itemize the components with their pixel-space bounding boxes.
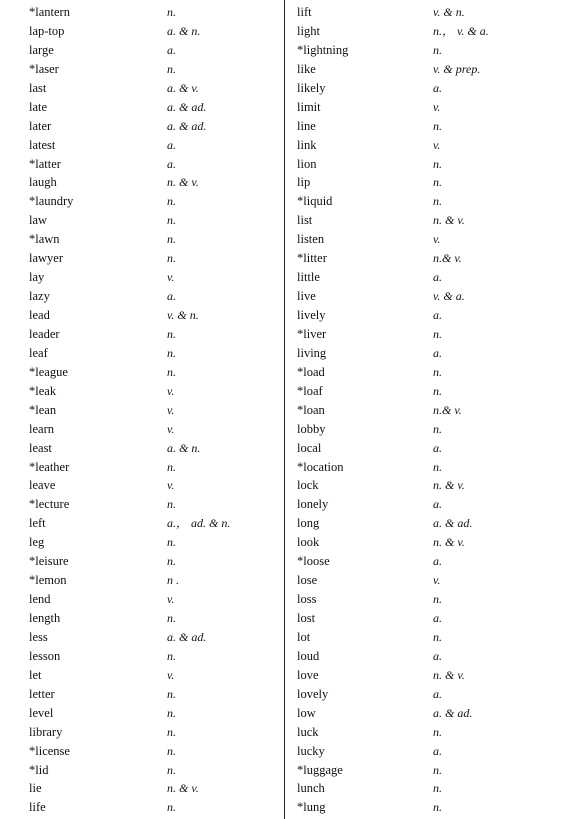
part-of-speech: n. (167, 213, 176, 228)
part-of-speech: a. & n. (167, 440, 201, 455)
word-entry-row (297, 117, 547, 136)
part-of-speech: a. (167, 42, 176, 57)
word-entry-row (29, 249, 279, 268)
word-entry-row (29, 552, 279, 571)
headword: latest (29, 137, 56, 152)
word-entry-row (29, 117, 279, 136)
word-entry-row (29, 22, 279, 41)
part-of-speech: n. (433, 175, 442, 190)
part-of-speech: n. (167, 194, 176, 209)
part-of-speech: v. (167, 592, 175, 607)
part-of-speech: a. (167, 156, 176, 171)
word-entry-row (29, 363, 279, 382)
word-entry-row (297, 590, 547, 609)
word-entry-row (29, 60, 279, 79)
headword: life (29, 800, 46, 815)
headword: *lid (29, 762, 49, 777)
headword: later (29, 118, 52, 133)
headword: letter (29, 686, 55, 701)
word-entry-row (29, 476, 279, 495)
word-entry-row (29, 344, 279, 363)
word-entry-row (29, 495, 279, 514)
word-entry-row (29, 211, 279, 230)
headword: long (297, 516, 320, 531)
word-entry-row (29, 287, 279, 306)
word-entry-row (297, 41, 547, 60)
part-of-speech: a. (433, 440, 442, 455)
word-entry-row (297, 666, 547, 685)
word-entry-row (297, 552, 547, 571)
headword: lift (297, 5, 312, 19)
headword: *load (297, 364, 325, 379)
headword: learn (29, 421, 54, 436)
part-of-speech: n. (167, 724, 176, 739)
part-of-speech: v. (167, 270, 175, 285)
word-entry-row (29, 533, 279, 552)
headword: *liver (297, 326, 327, 341)
part-of-speech: n. (167, 497, 176, 512)
part-of-speech: n. & v. (167, 781, 199, 796)
left-word-column (29, 3, 279, 817)
word-entry-row (297, 382, 547, 401)
headword: little (297, 270, 320, 285)
headword: *liquid (297, 194, 333, 209)
headword: love (297, 667, 319, 682)
part-of-speech: n. & v. (433, 478, 465, 493)
headword: luck (297, 724, 319, 739)
word-entry-row (29, 382, 279, 401)
headword: last (29, 80, 47, 95)
headword: limit (297, 99, 321, 114)
headword: local (297, 440, 322, 455)
word-entry-row (297, 458, 547, 477)
part-of-speech: n. (167, 705, 176, 720)
word-entry-row (29, 79, 279, 98)
part-of-speech: v. (167, 478, 175, 493)
part-of-speech: n. (433, 421, 442, 436)
part-of-speech: n. (433, 459, 442, 474)
word-entry-row (297, 230, 547, 249)
headword: likely (297, 80, 326, 95)
headword: *lecture (29, 497, 70, 512)
part-of-speech: n. & v. (167, 175, 199, 190)
part-of-speech: n. (167, 345, 176, 360)
headword: live (297, 289, 316, 304)
headword: lunch (297, 781, 325, 796)
part-of-speech: a. & n. (167, 23, 201, 38)
word-entry-row (297, 647, 547, 666)
headword: link (297, 137, 317, 152)
word-entry-row (297, 723, 547, 742)
headword: large (29, 42, 54, 57)
word-entry-row (29, 98, 279, 117)
part-of-speech: a. (433, 686, 442, 701)
headword: *league (29, 364, 68, 379)
part-of-speech: a. & ad. (167, 99, 207, 114)
word-entry-row (297, 514, 547, 533)
word-entry-row (297, 268, 547, 287)
word-entry-row (29, 666, 279, 685)
word-entry-row (297, 476, 547, 495)
headword: less (29, 629, 48, 644)
headword: *laundry (29, 194, 74, 209)
headword: like (297, 61, 316, 76)
word-entry-row (297, 173, 547, 192)
word-entry-row (29, 742, 279, 761)
headword: *lung (297, 800, 326, 815)
part-of-speech: n. (433, 592, 442, 607)
part-of-speech: a. (433, 648, 442, 663)
headword: let (29, 667, 42, 682)
headword: *lemon (29, 573, 67, 588)
headword: *luggage (297, 762, 343, 777)
headword: leaf (29, 345, 48, 360)
part-of-speech: v. (433, 137, 441, 152)
word-entry-row (297, 495, 547, 514)
word-entry-row (297, 136, 547, 155)
part-of-speech: v. & a. (433, 289, 465, 304)
headword: library (29, 724, 63, 739)
part-of-speech: n. (167, 364, 176, 379)
headword: leave (29, 478, 56, 493)
word-entry-row (29, 401, 279, 420)
headword: law (29, 213, 48, 228)
headword: lucky (297, 743, 325, 758)
word-entry-row (297, 22, 547, 41)
part-of-speech: v. (433, 99, 441, 114)
part-of-speech: n. (167, 251, 176, 266)
part-of-speech: n. (433, 383, 442, 398)
part-of-speech: n. & v. (433, 535, 465, 550)
word-entry-row (29, 779, 279, 798)
part-of-speech: a. (433, 743, 442, 758)
headword: *loaf (297, 383, 323, 398)
word-entry-row (297, 325, 547, 344)
word-entry-row (297, 798, 547, 817)
part-of-speech: n. (167, 743, 176, 758)
part-of-speech: a. (167, 137, 176, 152)
word-entry-row (29, 306, 279, 325)
headword: *loose (297, 554, 330, 569)
part-of-speech: n. (167, 686, 176, 701)
part-of-speech: n. (167, 5, 176, 19)
part-of-speech: n. (167, 459, 176, 474)
part-of-speech: n. & v. (433, 213, 465, 228)
part-of-speech: n.& v. (433, 251, 462, 266)
word-entry-row (29, 192, 279, 211)
word-entry-row (297, 761, 547, 780)
word-entry-row (297, 685, 547, 704)
word-entry-row (297, 249, 547, 268)
part-of-speech: n. (433, 156, 442, 171)
part-of-speech: a. (433, 497, 442, 512)
part-of-speech: v. & prep. (433, 61, 481, 76)
part-of-speech: a. (433, 611, 442, 625)
part-of-speech: v. (167, 421, 175, 436)
headword: *leisure (29, 554, 69, 569)
headword: loud (297, 648, 320, 663)
part-of-speech: a. & ad. (167, 629, 207, 644)
headword: least (29, 440, 52, 455)
part-of-speech: a. (433, 308, 442, 322)
part-of-speech: n. (433, 800, 442, 815)
headword: loss (297, 592, 317, 607)
part-of-speech: v. (167, 383, 175, 398)
headword: laugh (29, 175, 57, 190)
headword: lip (297, 175, 311, 190)
part-of-speech: a. (167, 289, 176, 304)
word-entry-row (29, 136, 279, 155)
part-of-speech: a. (433, 80, 442, 95)
headword: late (29, 99, 48, 114)
headword: lot (297, 629, 311, 644)
part-of-speech: n . (167, 573, 179, 588)
word-entry-row (297, 287, 547, 306)
word-entry-row (29, 325, 279, 344)
part-of-speech: n. & v. (433, 667, 465, 682)
part-of-speech: n. (167, 535, 176, 550)
headword: *lean (29, 402, 57, 417)
word-entry-row (29, 514, 279, 533)
word-entry-row (297, 60, 547, 79)
headword: living (297, 345, 327, 360)
part-of-speech: n. (167, 61, 176, 76)
headword: *loan (297, 402, 325, 417)
part-of-speech: v. (167, 402, 175, 417)
headword: length (29, 611, 61, 625)
part-of-speech: a.， ad. & n. (167, 516, 231, 531)
part-of-speech: v. & n. (167, 308, 199, 322)
part-of-speech: n. (167, 554, 176, 569)
word-entry-row (297, 533, 547, 552)
headword: lawyer (29, 251, 64, 266)
part-of-speech: a. (433, 554, 442, 569)
headword: listen (297, 232, 325, 247)
part-of-speech: a. & ad. (433, 705, 473, 720)
headword: lost (297, 611, 316, 625)
headword: lovely (297, 686, 329, 701)
headword: *license (29, 743, 70, 758)
part-of-speech: v. & n. (433, 5, 465, 19)
word-entry-row (29, 571, 279, 590)
word-entry-row (297, 779, 547, 798)
word-entry-row (297, 3, 547, 22)
headword: lively (297, 308, 326, 322)
word-entry-row (297, 363, 547, 382)
word-entry-row (29, 458, 279, 477)
word-entry-row (297, 628, 547, 647)
part-of-speech: n. (167, 800, 176, 815)
headword: lie (29, 781, 42, 796)
headword: lobby (297, 421, 326, 436)
headword: *litter (297, 251, 327, 266)
word-entry-row (297, 401, 547, 420)
word-entry-row (29, 628, 279, 647)
word-entry-row (29, 609, 279, 628)
part-of-speech: n. (433, 118, 442, 133)
headword: leg (29, 535, 45, 550)
headword: left (29, 516, 46, 531)
part-of-speech: n. (433, 42, 442, 57)
part-of-speech: v. (167, 667, 175, 682)
part-of-speech: n. (167, 611, 176, 625)
column-divider (284, 0, 285, 819)
part-of-speech: n. (167, 326, 176, 341)
part-of-speech: n. (433, 781, 442, 796)
word-entry-row (29, 439, 279, 458)
part-of-speech: v. (433, 573, 441, 588)
word-entry-row (297, 344, 547, 363)
headword: list (297, 213, 313, 228)
part-of-speech: a. (433, 270, 442, 285)
headword: *laser (29, 61, 59, 76)
right-word-column (297, 3, 547, 817)
headword: lazy (29, 289, 50, 304)
part-of-speech: n.， v. & a. (433, 23, 489, 38)
headword: lose (297, 573, 318, 588)
part-of-speech: n. (433, 194, 442, 209)
word-entry-row (29, 798, 279, 817)
part-of-speech: n. (433, 629, 442, 644)
word-entry-row (29, 173, 279, 192)
headword: light (297, 23, 320, 38)
part-of-speech: a. & v. (167, 80, 199, 95)
word-entry-row (29, 420, 279, 439)
word-entry-row (29, 41, 279, 60)
part-of-speech: n. (433, 762, 442, 777)
part-of-speech: n. (433, 724, 442, 739)
word-entry-row (297, 742, 547, 761)
part-of-speech: n. (433, 326, 442, 341)
word-entry-row (29, 268, 279, 287)
headword: lesson (29, 648, 61, 663)
part-of-speech: n.& v. (433, 402, 462, 417)
headword: *leak (29, 383, 57, 398)
headword: lap-top (29, 23, 65, 38)
word-entry-row (29, 590, 279, 609)
word-entry-row (29, 230, 279, 249)
headword: lend (29, 592, 51, 607)
word-entry-row (297, 211, 547, 230)
headword: lay (29, 270, 45, 285)
word-entry-row (29, 761, 279, 780)
part-of-speech: a. & ad. (167, 118, 207, 133)
part-of-speech: a. & ad. (433, 516, 473, 531)
part-of-speech: n. (167, 648, 176, 663)
headword: lonely (297, 497, 329, 512)
word-entry-row (297, 79, 547, 98)
headword: look (297, 535, 320, 550)
headword: *lawn (29, 232, 60, 247)
headword: lead (29, 308, 50, 322)
word-entry-row (297, 609, 547, 628)
headword: *lantern (29, 5, 70, 19)
headword: *location (297, 459, 344, 474)
part-of-speech: n. (167, 232, 176, 247)
headword: *latter (29, 156, 61, 171)
part-of-speech: n. (433, 364, 442, 379)
headword: low (297, 705, 316, 720)
headword: lion (297, 156, 317, 171)
word-entry-row (29, 704, 279, 723)
headword: *leather (29, 459, 70, 474)
word-entry-row (297, 439, 547, 458)
headword: lock (297, 478, 319, 493)
word-entry-row (297, 155, 547, 174)
word-entry-row (29, 723, 279, 742)
word-entry-row (29, 685, 279, 704)
word-entry-row (297, 571, 547, 590)
headword: level (29, 705, 54, 720)
headword: *lightning (297, 42, 349, 57)
word-entry-row (297, 192, 547, 211)
word-entry-row (29, 3, 279, 22)
word-entry-row (29, 155, 279, 174)
word-entry-row (297, 420, 547, 439)
word-entry-row (297, 704, 547, 723)
word-entry-row (297, 98, 547, 117)
part-of-speech: n. (167, 762, 176, 777)
headword: leader (29, 326, 60, 341)
part-of-speech: v. (433, 232, 441, 247)
part-of-speech: a. (433, 345, 442, 360)
word-entry-row (297, 306, 547, 325)
headword: line (297, 118, 316, 133)
word-entry-row (29, 647, 279, 666)
